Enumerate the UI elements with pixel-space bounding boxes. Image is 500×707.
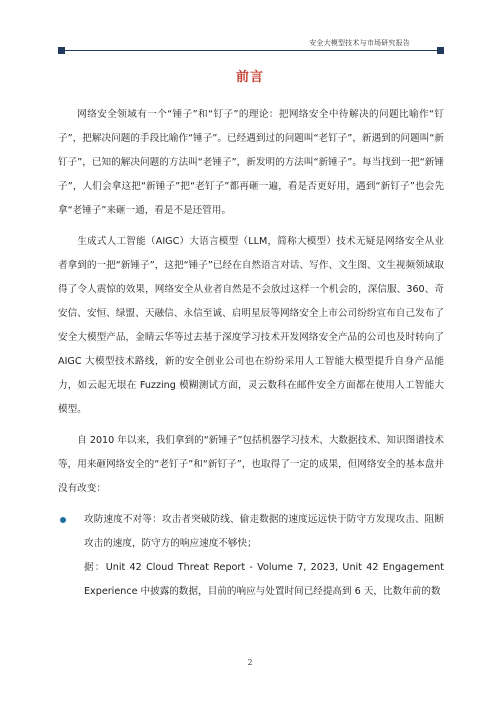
section-title: 前言 [235,70,264,85]
bullet-dot-icon [60,517,66,523]
running-header: 安全大模型技术与市场研究报告 [309,39,410,47]
paragraph: 生成式人工智能（AIGC）大语言模型（LLM，简称大模型）技术无疑是网络安全从业者拿到的一把“新锤子”，这把“锤子”已经在自然语言对话、写作、文生图、文生视频领域取得了令人震惊的效果，网络安全从业者自然是不会放过这样一个机会的，深信服、360、奇安信、安恒、绿盟、天融信、永信至诚、启明星辰等网络安全上市公司纷纷宣布自己发布了安全大模型产品，金睛云华等过去基于深度学习技术开发网络安全产品的公司也及时转向了 AIGC 大模型技术路线，新的安全创业公司也在纷纷采用人工智能大模型提升自身产品能力，如云起无垠在 Fuzzing 模糊测试方面，灵云数科在邮件安全方面都在使用人工智能大模型。 [58,236,448,415]
header-rule-left-marker [58,47,65,54]
header-rule-right-marker [437,47,444,54]
page-number: 2 [247,658,253,667]
paragraph: 自 2010 年以来，我们拿到的“新锤子”包括机器学习技术、大数据技术、知识图谱技术等，用来砸网络安全的“老钉子”和“新钉子”，也取得了一定的成果，但网络安全的基本盘并没有改变： [58,435,444,494]
paragraph: 网络安全领域有一个“锤子”和“钉子”的理论：把网络安全中待解决的问题比喻作“钉子”，把解决问题的手段比喻作“锤子”。已经遇到过的问题叫“老钉子”，新遇到的问题叫“新钉子”，已知的解决问题的方法叫“老锤子”，新发明的方法叫“新锤子”。每当找到一把“新锤子”，人们会拿这把“新锤子”把“老钉子”都再砸一遍，看是否更好用，遇到“新钉子”也会先拿“老锤子”来砸一通，看是不是还管用。 [58,109,444,216]
bullet-text: 攻防速度不对等：攻击者突破防线、偷走数据的速度远远快于防守方发现攻击、阻断攻击的速度，防守方的响应速度不够快； [84,514,444,549]
document-body [58,103,448,604]
bullet-item [58,508,444,556]
bullet-note: 据：Unit 42 Cloud Threat Report - Volume 7, 2023, Unit 42 Engagement Experience 中披露的数据，目前的响应与处置时间已经提高到 6 天，比数年前的数 [84,562,448,597]
header-rule [58,50,444,51]
